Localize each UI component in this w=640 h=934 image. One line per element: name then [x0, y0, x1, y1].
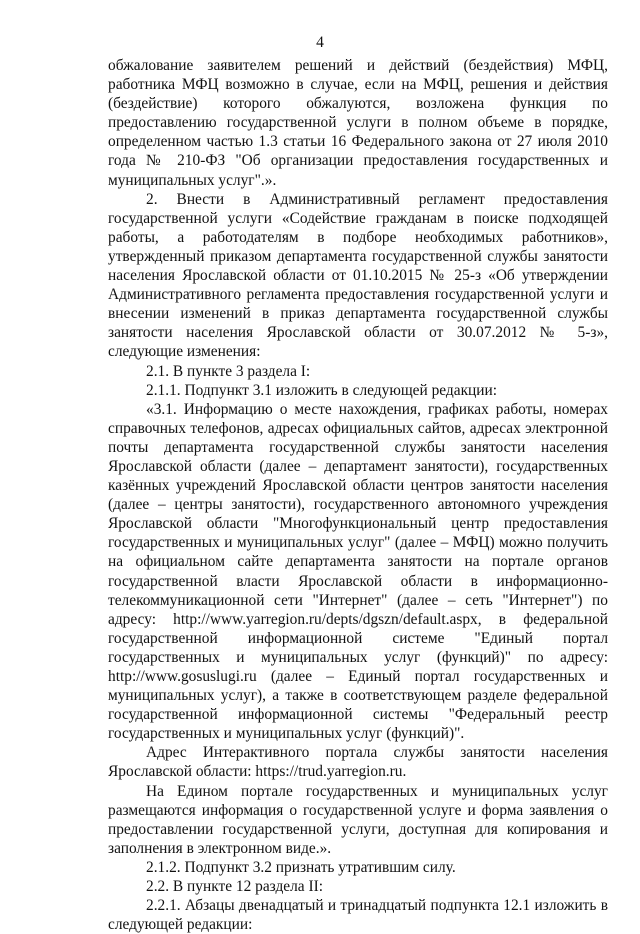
- paragraph-appeal-mfc: обжалование заявителем решений и действий (бездействия) МФЦ, работника МФЦ возможно в случае, если на МФЦ, решения и действия (бездействие) которого обжалуются, возложена функция по предоставлению государственной услуги в полном объеме в порядке, определенном частью 1.3 статьи 16 Федерального закона от 27 июля 2010 года № 210-ФЗ "Об организации предоставления государственных и муниципальных услуг".».: [108, 57, 608, 189]
- paragraph-item-2-2: 2.2. В пункте 12 раздела II:: [146, 878, 324, 896]
- paragraph-item-2-1-2: 2.1.2. Подпункт 3.2 признать утратившим силу.: [146, 858, 456, 876]
- paragraph-item-2-2-1: 2.2.1. Абзацы двенадцатый и тринадцатый подпункта 12.1 изложить в следующей редакции:: [108, 897, 608, 934]
- paragraph-item-2-1: 2.1. В пункте 3 раздела I:: [146, 362, 311, 380]
- document-body: [108, 56, 608, 934]
- paragraph-item-3-1-information: «3.1. Информацию о месте нахождения, графиках работы, номерах справочных телефонов, адресах официальных сайтов, адресах электронной почты департамента государственной службы занятости населения Ярославской области (далее – департамент занятости), государственных казённых учреждений Ярославской области центров занятости населения (далее – центры занятости), государственного автономного учреждения Ярославской области "Многофункциональный центр предоставления государственных и муниципальных услуг" (далее – МФЦ) можно получить на официальном сайте департамента занятости на портале органов государственной власти Ярославской области в информационно-телекоммуникационной сети "Интернет" (далее – сеть "Интернет") по адресу: http://www.yarregion.ru/depts/dgszn/default.aspx, в федеральной государственной информационной системе "Единый портал государственных и муниципальных услуг (функций)" по адресу: http://www.gosuslugi.ru (далее – Единый портал государственных и муниципальных услуг), а также в соответствующем разделе федеральной государственной информационной системы "Федеральный реестр государственных и муниципальных услуг (функций)".: [108, 400, 608, 743]
- paragraph-item-2-1-1: 2.1.1. Подпункт 3.1 изложить в следующей редакции:: [146, 381, 498, 399]
- paragraph-unified-portal: На Едином портале государственных и муниципальных услуг размещаются информация о государственной услуге и форма заявления о предоставлении государственной услуги, доступная для копирования и заполнения в электронном виде.».: [108, 782, 608, 857]
- paragraph-item-2-amendments: 2. Внести в Административный регламент предоставления государственной услуги «Содействие гражданам в поиске подходящей работы, а работодателям в подборе необходимых работников», утвержденный приказом департамента государственной службы занятости населения Ярославской области от 01.10.2015 № 25-з «Об утверждении Административного регламента предоставления государственной услуги и внесении изменений в приказ департамента государственной службы занятости населения Ярославской области от 30.07.2012 № 5-з», следующие изменения:: [108, 190, 608, 361]
- paragraph-interactive-portal-address: Адрес Интерактивного портала службы занятости населения Ярославской области: https://trud.yarregion.ru.: [108, 744, 608, 781]
- page-number: 4: [316, 34, 324, 51]
